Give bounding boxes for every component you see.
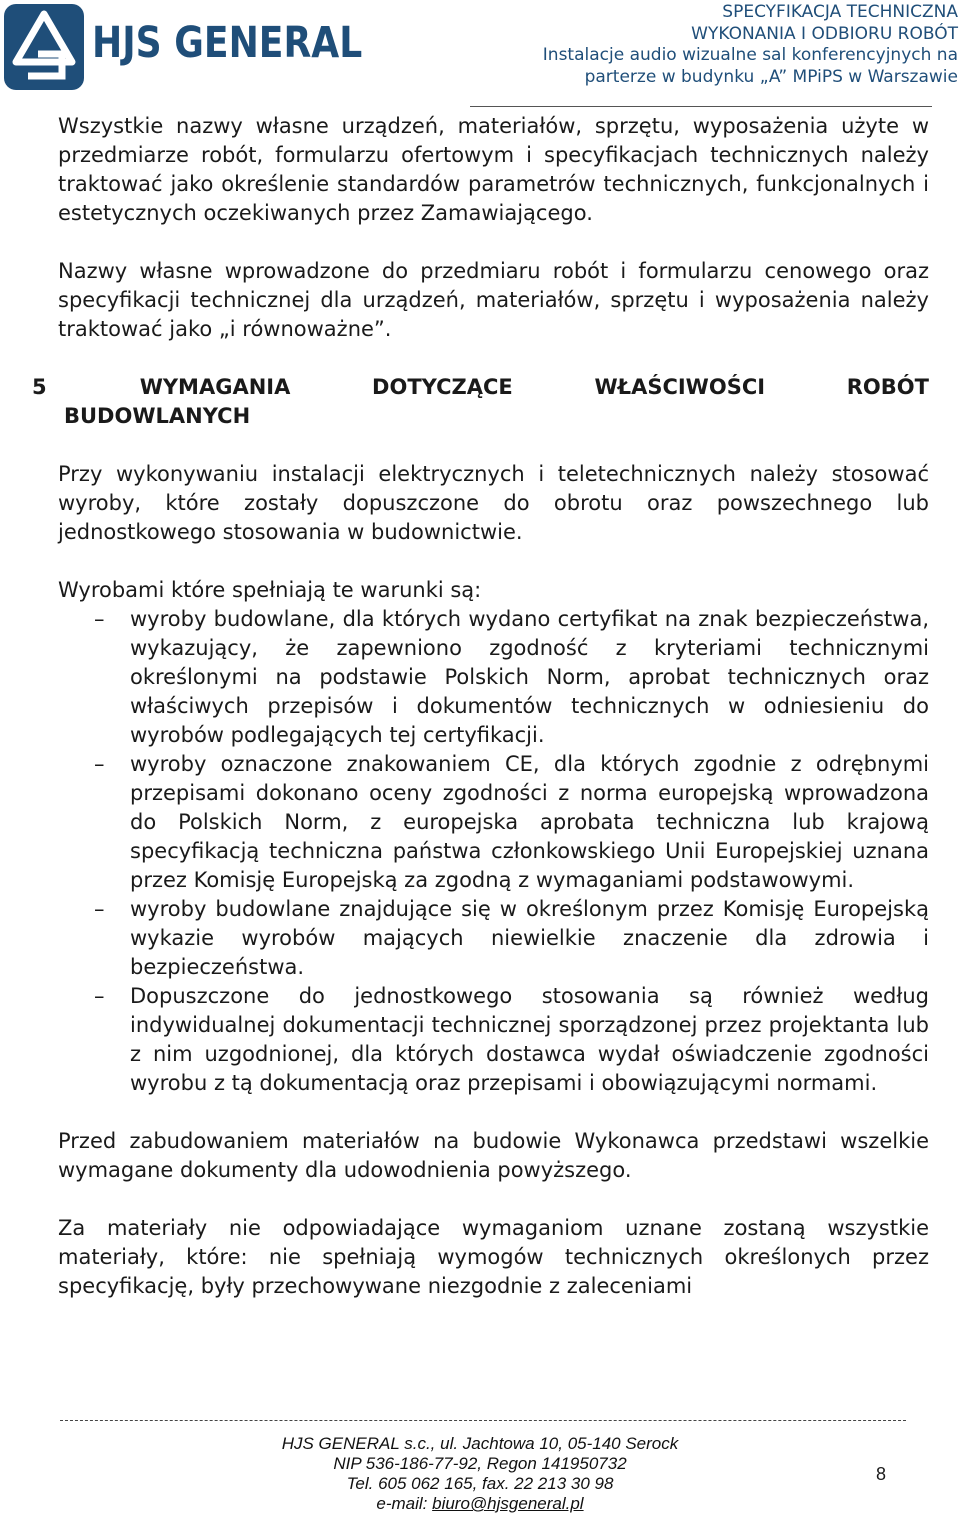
footer-phone: Tel. 605 062 165, fax. 22 213 30 98: [346, 1474, 614, 1493]
document-body: [32, 112, 929, 1301]
paragraph: Wyrobami które spełniają te warunki są:: [58, 578, 482, 602]
header-line: SPECYFIKACJA TECHNICZNA: [722, 2, 958, 22]
section-number: 5: [32, 375, 47, 399]
heading-word: ROBÓT: [846, 375, 929, 399]
footer-address: HJS GENERAL s.c., ul. Jachtowa 10, 05-140 Serock: [281, 1434, 679, 1453]
header-divider: [470, 106, 932, 107]
page-number: 8: [875, 1464, 886, 1484]
requirements-list: [58, 605, 929, 1098]
list-item: – Dopuszczone do jednostkowego stosowania są również według indywidualnej dokumentacji technicznej sporządzonej przez projektanta lub z nim uzgodnionej, dla których dostawca wydał oświadczenie zgodności wyrobu z tą dokumentacją oraz przepisami i obowiązującymi normami.: [94, 984, 929, 1095]
paragraph: Wszystkie nazwy własne urządzeń, materiałów, sprzętu, wyposażenia użyte w przedmiarze robót, formularzu ofertowym i specyfikacjach technicznych należy traktować jako określenie standardów parametrów technicznych, funkcjonalnych i estetycznych oczekiwanych przez Zamawiającego.: [58, 114, 929, 225]
dash-bullet: –: [94, 897, 105, 921]
brand-name: HJS GENERAL: [92, 18, 363, 68]
dash-bullet: –: [94, 752, 105, 776]
footer-nip: NIP 536-186-77-92, Regon 141950732: [333, 1454, 627, 1473]
footer-divider: [60, 1420, 906, 1421]
paragraph: Za materiały nie odpowiadające wymaganiom uznane zostaną wszystkie materiały, które: nie spełniają wymogów technicznych określonych przez specyfikację, były przechowywane niezgodnie z zaleceniami: [58, 1216, 929, 1298]
list-item: – wyroby budowlane, dla których wydano certyfikat na znak bezpieczeństwa, wykazujący, że zapewniono zgodność z kryteriami technicznymi określonymi na podstawie Polskich Norm, aprobat technicznych oraz właściwych przepisów i dokumentów technicznych w odniesieniu do wyrobów podlegających tej certyfikacji.: [94, 607, 929, 747]
heading-word: WYMAGANIA: [139, 375, 291, 399]
list-item: – wyroby budowlane znajdujące się w określonym przez Komisję Europejską wykazie wyrobów mających niewielkie znaczenie dla zdrowia i bezpieczeństwa.: [94, 897, 929, 979]
paragraph: Przed zabudowaniem materiałów na budowie Wykonawca przedstawi wszelkie wymagane dokumenty dla udowodnienia powyższego.: [58, 1129, 929, 1182]
header-line: Instalacje audio wizualne sal konferencyjnych na: [542, 45, 958, 65]
header-title-block: [543, 2, 958, 88]
heading-word: WŁAŚCIWOŚCI: [594, 375, 766, 399]
paragraph: Nazwy własne wprowadzone do przedmiaru robót i formularzu cenowego oraz specyfikacji technicznej dla urządzeń, materiałów, sprzętu i wyposażenia należy traktować jako „i równoważne”.: [58, 259, 929, 341]
section-heading: [32, 373, 929, 431]
email-link[interactable]: biuro@hjsgeneral.pl: [432, 1494, 584, 1513]
paragraph: Przy wykonywaniu instalacji elektrycznych i teletechnicznych należy stosować wyroby, które zostały dopuszczone do obrotu oraz powszechnego lub jednostkowego stosowania w budownictwie.: [58, 462, 929, 544]
page-footer: [0, 1434, 960, 1514]
dash-bullet: –: [94, 984, 105, 1008]
hjs-logo-icon: [4, 4, 84, 90]
header-line: parterze w budynku „A” MPiPS w Warszawie: [584, 66, 958, 87]
heading-word: DOTYCZĄCE: [372, 375, 513, 399]
list-item: – wyroby oznaczone znakowaniem CE, dla których zgodnie z odrębnymi przepisami dokonano oceny zgodności z norma europejską wprowadzona do Polskich Norm, z europejska aprobata techniczna lub krajową specyfikacją techniczna państwa członkowskiego Unii Europejskiej uznana przez Komisję Europejską za zgodną z wymaganiami podstawowymi.: [94, 752, 929, 892]
page-header: [0, 0, 960, 108]
footer-email: e-mail: biuro@hjsgeneral.pl: [376, 1494, 584, 1513]
header-line: WYKONANIA I ODBIORU ROBÓT: [691, 23, 958, 44]
dash-bullet: –: [94, 607, 105, 631]
heading-line-2: BUDOWLANYCH: [64, 404, 251, 428]
